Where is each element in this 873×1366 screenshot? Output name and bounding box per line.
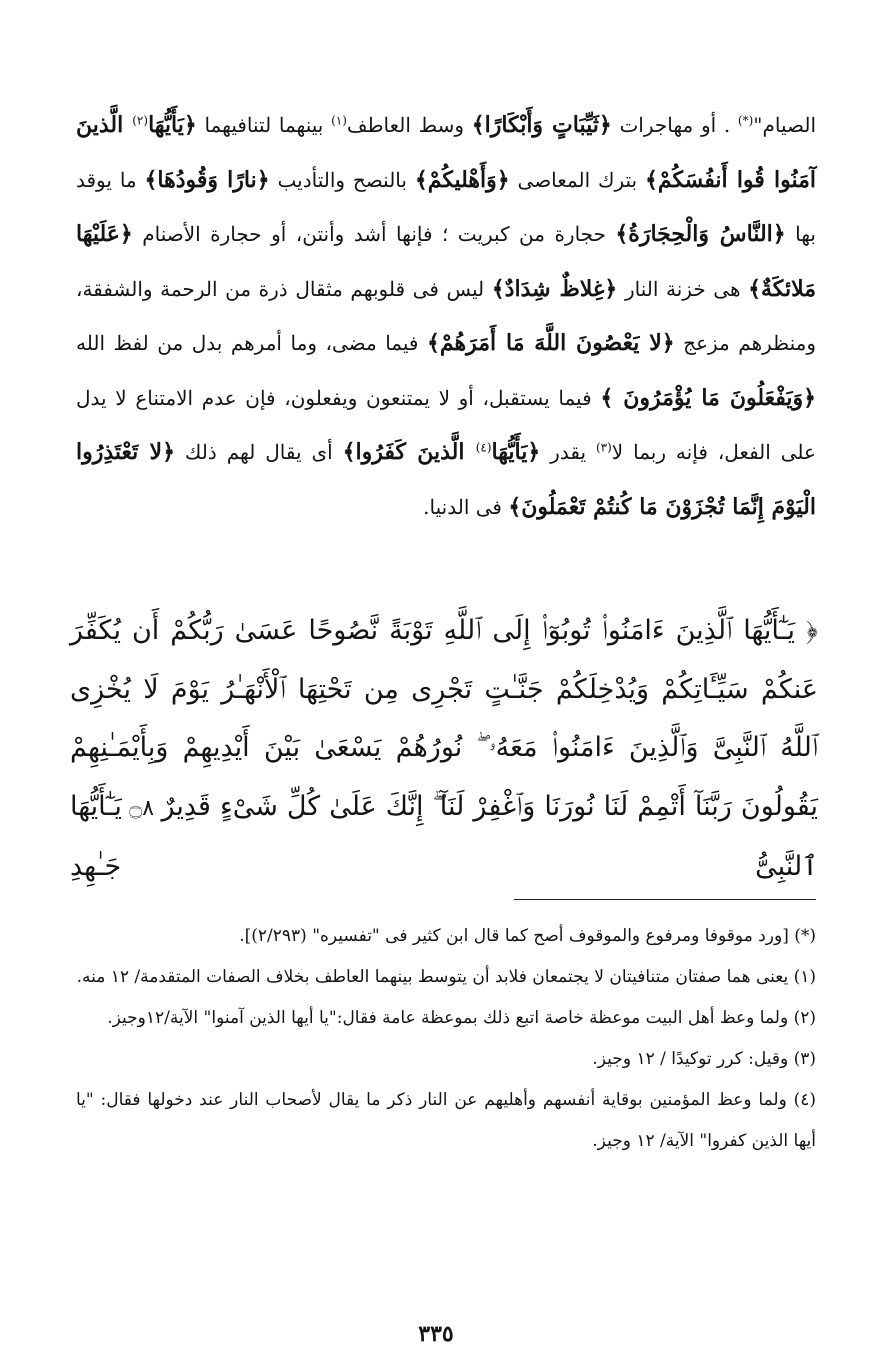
- quran-quote: ﴿يَأَيُّهَا: [491, 439, 541, 465]
- quran-quote: ﴿عَلَيْهَا مَلائكَةٌ﴾: [76, 221, 816, 302]
- footnotes: [76, 916, 816, 1162]
- text-run: الصيام": [753, 113, 817, 137]
- quran-quote: ﴿نارًا وَقُودُهَا﴾: [144, 166, 270, 193]
- text-run: . أو مهاجرات: [611, 113, 738, 137]
- footnote-marker: (٤): [475, 440, 492, 455]
- text-run: بالنصح والتأديب: [269, 167, 415, 192]
- quran-quote: ﴿ثَيِّبَاتٍ وَأَبْكَارًا﴾: [471, 112, 612, 138]
- text-run: فيما يستقبل، أو لا يمتنعون ويفعلون، فإن عدم الامتناع لا يدل على الفعل، فإنه ربما لا: [76, 385, 816, 464]
- text-run: بينهما لتنافيهما: [196, 113, 332, 137]
- footnote: (٢) ولما وعظ أهل البيت موعظة خاصة اتبع ذلك بموعظة عامة فقال:"يا أيها الذين آمنوا" الآية/١٢وجيز.: [107, 1008, 816, 1028]
- page-number: ٣٣٥: [418, 1321, 454, 1347]
- text-run: ما يوقد بها: [76, 167, 816, 246]
- quran-quote: ﴿وَيَفْعَلُونَ مَا يُؤْمَرُونَ ﴾: [600, 384, 816, 411]
- commentary-text: [76, 98, 816, 534]
- footnote: (١) يعنى هما صفتان متنافيتان لا يجتمعان فلابد أن يتوسط بينهما العاطف بخلاف الصفات المتقدمة/ ١٢ منه.: [76, 967, 816, 987]
- footnote: (*) [ورد موقوفا ومرفوع والموقوف أصح كما قال ابن كثير فى "تفسيره" (٢/٢٩٣)].: [239, 926, 816, 946]
- text-run: فى الدنيا.: [423, 494, 509, 519]
- footnote-marker: (*): [737, 113, 754, 128]
- quran-quote: الَّذينَ كَفَرُوا﴾: [342, 439, 476, 465]
- text-run: هى خزنة النار: [617, 276, 749, 301]
- text-run: حجارة من كبريت ؛ فإنها أشد وأنتن، أو حجارة الأصنام: [132, 222, 616, 246]
- quran-quote: ﴿لا تَعْتَذِرُوا الْيَوْمَ إِنَّمَا تُجْزَوْنَ مَا كُنتُمْ تَعْمَلُونَ﴾: [76, 439, 816, 520]
- text-run: ليس فى قلوبهم مثقال ذرة من الرحمة والشفقة، ومنظرهم مزعج: [76, 276, 816, 355]
- footnote-marker: (١): [331, 113, 347, 128]
- quran-verse-block: [70, 602, 818, 897]
- text-run: أى يقال لهم ذلك: [174, 440, 343, 464]
- footnote: (٣) وقيل: كرر توكيدًا / ١٢ وجيز.: [592, 1049, 816, 1069]
- quran-quote: ﴿يَأَيُّهَا: [148, 112, 197, 138]
- verse-text: ﴿ يَـٰٓأَيُّهَا ٱلَّذِينَ ءَامَنُوا۟ تُوبُوٓا۟ إِلَى ٱللَّهِ تَوْبَةً نَّصُوحًا عَسَىٰ رَبُّكُمْ أَن يُكَفِّرَ عَنكُمْ سَيِّـَٔاتِكُمْ وَيُدْخِلَكُمْ جَنَّـٰتٍ تَجْرِى مِن تَحْتِهَا ٱلْأَنْهَـٰرُ يَوْمَ لَا يُخْزِى ٱللَّهُ ٱلنَّبِىَّ وَٱلَّذِينَ ءَامَنُوا۟ مَعَهُۥ ۖ نُورُهُمْ يَسْعَىٰ بَيْنَ أَيْدِيهِمْ وَبِأَيْمَـٰنِهِمْ يَقُولُونَ رَبَّنَآ أَتْمِمْ لَنَا نُورَنَا وَٱغْفِرْ لَنَآ ۖ إِنَّكَ عَلَىٰ كُلِّ شَىْءٍ قَدِيرٌ: [70, 615, 818, 822]
- next-verse-text: يَـٰٓأَيُّهَا ٱلنَّبِىُّ جَـٰهِدِ: [70, 790, 818, 882]
- footnote-marker: (٢): [132, 113, 149, 128]
- footnote-separator: [514, 899, 816, 900]
- text-run: بترك المعاصى: [509, 167, 645, 192]
- text-run: فيما مضى، وما أمرهم بدل من لفظ الله: [76, 331, 427, 355]
- quran-quote: ﴿النَّاسُ وَالْحِجَارَةُ﴾: [615, 221, 786, 247]
- text-run: يقدر: [540, 440, 596, 464]
- quran-quote: ﴿غِلاظٌ شِدَادٌ﴾: [491, 275, 618, 302]
- verse-end-marker: ۝٨: [121, 795, 162, 821]
- footnote-marker: (٣): [595, 440, 612, 455]
- quran-quote: ﴿وَأَهْليكُمْ﴾: [414, 166, 510, 193]
- text-run: وسط العاطف: [346, 113, 472, 137]
- quran-quote: ﴿لا يَعْصُونَ اللَّهَ مَا أَمَرَهُمْ﴾: [427, 330, 675, 356]
- footnote: (٤) ولما وعظ المؤمنين بوقاية أنفسهم وأهليهم عن النار ذكر ما يقال لأصحاب النار عند دخولها فقال: "يا أيها الذين كفروا" الآية/ ١٢ وجيز.: [76, 1090, 816, 1151]
- quran-quote: الَّذينَ آمَنُوا قُوا أَنفُسَكُمْ﴾: [76, 112, 816, 193]
